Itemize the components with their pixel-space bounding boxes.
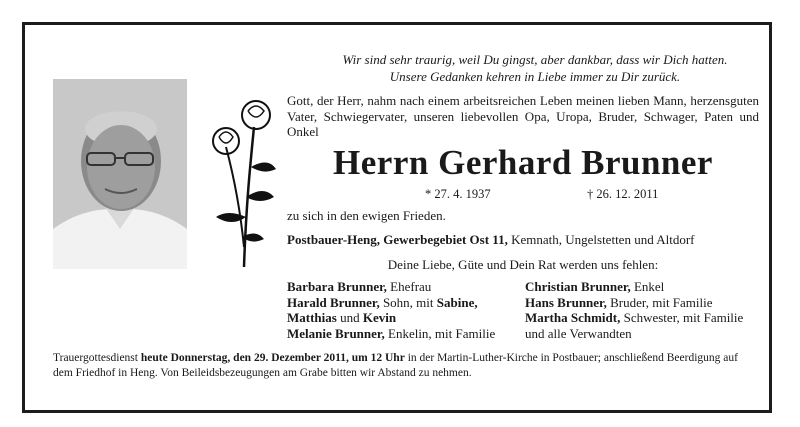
birth-date: * 27. 4. 1937 xyxy=(425,187,491,201)
mourner-name: Matthias xyxy=(287,310,337,325)
peace-text: zu sich in den ewigen Frieden. xyxy=(287,208,446,223)
mourner-relation: Enkel xyxy=(630,279,665,294)
love-text: Deine Liebe, Güte und Dein Rat werden uns fehlen: xyxy=(387,257,659,272)
quote-line-2: Unsere Gedanken kehren in Liebe immer zu Dir zurück. xyxy=(389,69,681,84)
mourner-relation: Ehefrau xyxy=(386,279,432,294)
mourner-relation: und xyxy=(336,310,363,325)
mourners-right xyxy=(525,279,743,341)
funeral-notice xyxy=(53,351,753,381)
address-line xyxy=(287,232,695,248)
mourner-name: Barbara Brunner, xyxy=(287,279,387,294)
mourners-left xyxy=(287,279,495,341)
intro-text: Gott, der Herr, nahm nach einem arbeitsreichen Leben meinen lieben Mann, herzensguten Vater, Schwiegervater, unseren liebevollen Opa, Uropa, Bruder, Schwager, Paten und Onkel xyxy=(287,93,759,139)
mourner-row xyxy=(525,326,743,342)
footer-post: in der Martin-Luther-Kirche in Postbauer; anschließend Beerdigung auf dem Friedhof in Heng. Von Beileidsbezeugungen am Grabe bitten wir Abstand zu nehmen. xyxy=(53,352,738,379)
footer-pre: Trauergottesdienst xyxy=(53,352,141,364)
mourner-name: Hans Brunner, xyxy=(525,294,607,310)
mourner-relation: Bruder, mit Familie xyxy=(606,294,713,310)
quote xyxy=(315,51,755,85)
address-bold: Postbauer-Heng, Gewerbegebiet Ost 11, xyxy=(287,232,508,247)
mourner-name-2: Sabine, xyxy=(436,294,478,310)
mourner-row xyxy=(525,310,743,326)
portrait-photo xyxy=(53,79,187,269)
mourner-row xyxy=(287,326,495,342)
mourner-name: Harald Brunner, xyxy=(287,294,380,310)
obituary-frame xyxy=(22,22,772,413)
mourner-relation: Enkelin, mit Familie xyxy=(384,325,496,341)
mourner-row xyxy=(525,295,743,311)
mourner-name: Christian Brunner, xyxy=(525,279,631,294)
mourner-name: Melanie Brunner, xyxy=(287,325,385,341)
death-date: † 26. 12. 2011 xyxy=(587,187,659,201)
mourner-row xyxy=(287,279,495,295)
address-rest: Kemnath, Ungelstetten und Altdorf xyxy=(507,232,695,247)
quote-line-1: Wir sind sehr traurig, weil Du gingst, aber dankbar, dass wir Dich hatten. xyxy=(342,52,728,67)
rose-icon xyxy=(206,97,288,269)
mourner-row xyxy=(287,310,495,326)
mourner-name-2: Kevin xyxy=(362,310,397,325)
deceased-name: Herrn Gerhard Brunner xyxy=(333,143,713,182)
mourner-row xyxy=(525,279,743,295)
mourner-name: Martha Schmidt, xyxy=(525,310,621,325)
mourner-row xyxy=(287,295,495,311)
mourner-relation: Schwester, mit Familie xyxy=(620,310,744,325)
footer-date: heute Donnerstag, den 29. Dezember 2011, um 12 Uhr xyxy=(140,352,405,364)
mourner-relation: und alle Verwandten xyxy=(525,325,632,341)
mourner-relation: Sohn, mit xyxy=(379,294,437,310)
